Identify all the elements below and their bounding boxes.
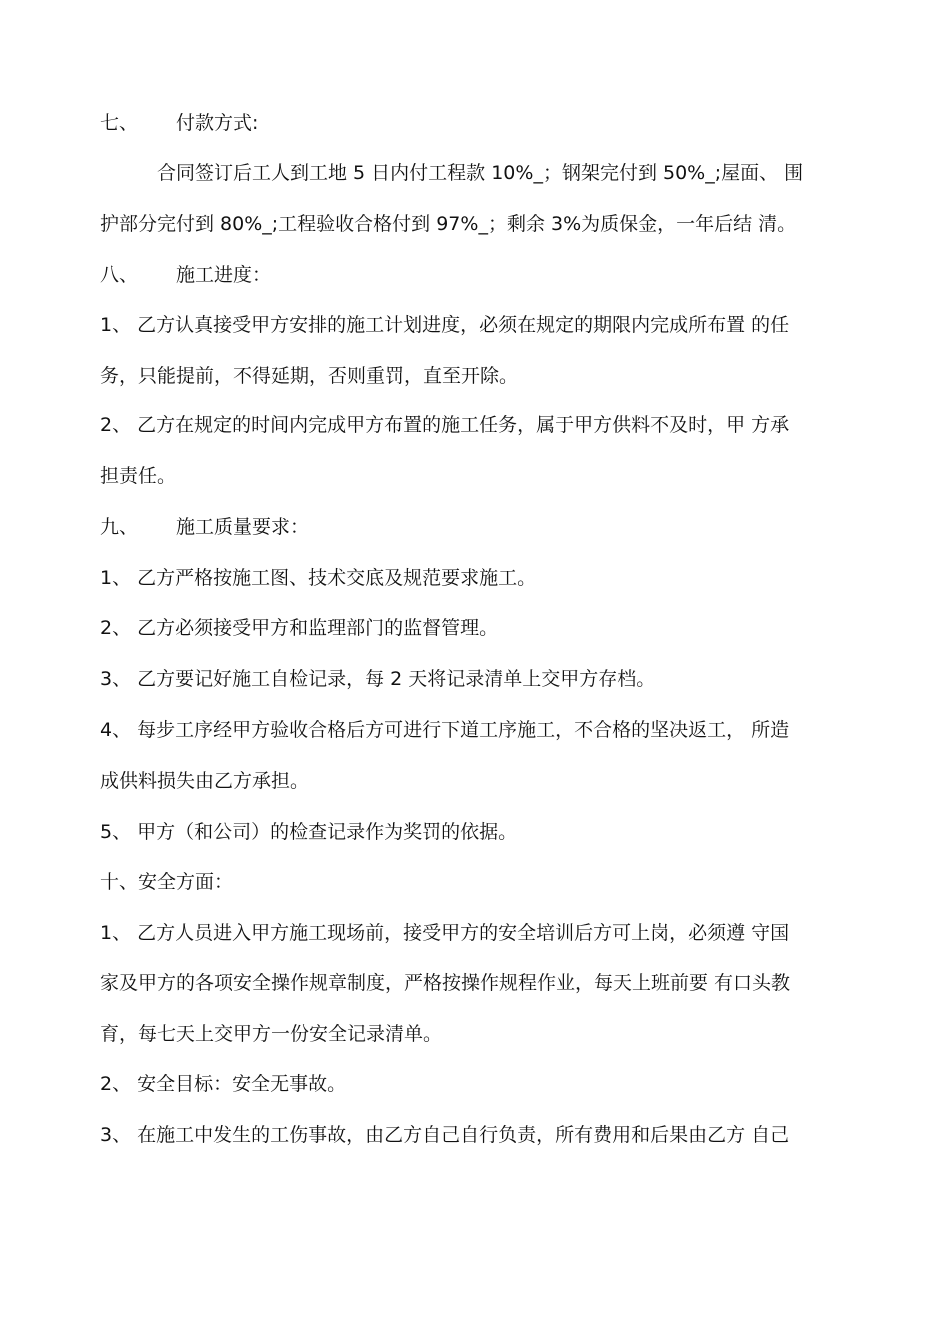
paragraph-line: 务，只能提前，不得延期，否则重罚，直至开除。 xyxy=(100,365,519,387)
section-heading-9 xyxy=(100,514,880,540)
paragraph-line: 1、 乙方严格按施工图、技术交底及规范要求施工。 xyxy=(100,567,537,589)
section-number: 七、 xyxy=(100,112,139,134)
section-title: 施工质量要求： xyxy=(176,516,310,538)
paragraph-line: 护部分完付到 80%_;工程验收合格付到 97%_；剩余 3%为质保金，一年后结 清。 xyxy=(100,213,797,235)
paragraph-line: 5、 甲方（和公司）的检查记录作为奖罚的依据。 xyxy=(100,821,518,843)
paragraph-line: 1、 乙方认真接受甲方安排的施工计划进度，必须在规定的期限内完成所布置 的任 xyxy=(100,314,790,336)
section-number: 九、 xyxy=(100,516,139,538)
section-heading-10: 十、安全方面： xyxy=(100,871,234,893)
section-heading-8 xyxy=(100,262,880,288)
paragraph-line: 2、 安全目标：安全无事故。 xyxy=(100,1073,347,1095)
paragraph-line: 合同签订后工人到工地 5 日内付工程款 10%_；钢架完付到 50%_;屋面、 围 xyxy=(157,162,804,184)
paragraph-line: 家及甲方的各项安全操作规章制度，严格按操作规程作业，每天上班前要 有口头教 xyxy=(100,972,791,994)
paragraph-line: 2、 乙方必须接受甲方和监理部门的监督管理。 xyxy=(100,617,499,639)
paragraph-line: 3、 在施工中发生的工伤事故，由乙方自己自行负责，所有费用和后果由乙方 自己 xyxy=(100,1124,790,1146)
paragraph-line: 育，每七天上交甲方一份安全记录清单。 xyxy=(100,1023,443,1045)
section-heading-7 xyxy=(100,110,880,136)
paragraph-line: 3、 乙方要记好施工自检记录，每 2 天将记录清单上交甲方存档。 xyxy=(100,668,656,690)
paragraph-line: 1、 乙方人员进入甲方施工现场前，接受甲方的安全培训后方可上岗，必须遵 守国 xyxy=(100,922,790,944)
section-title: 付款方式: xyxy=(176,112,259,134)
paragraph-line: 担责任。 xyxy=(100,465,177,487)
section-title: 施工进度： xyxy=(176,264,272,286)
section-number: 八、 xyxy=(100,264,139,286)
paragraph-line: 2、 乙方在规定的时间内完成甲方布置的施工任务，属于甲方供料不及时，甲 方承 xyxy=(100,414,790,436)
paragraph-line: 成供料损失由乙方承担。 xyxy=(100,770,310,792)
paragraph-line: 4、 每步工序经甲方验收合格后方可进行下道工序施工，不合格的坚决返工， 所造 xyxy=(100,719,790,741)
